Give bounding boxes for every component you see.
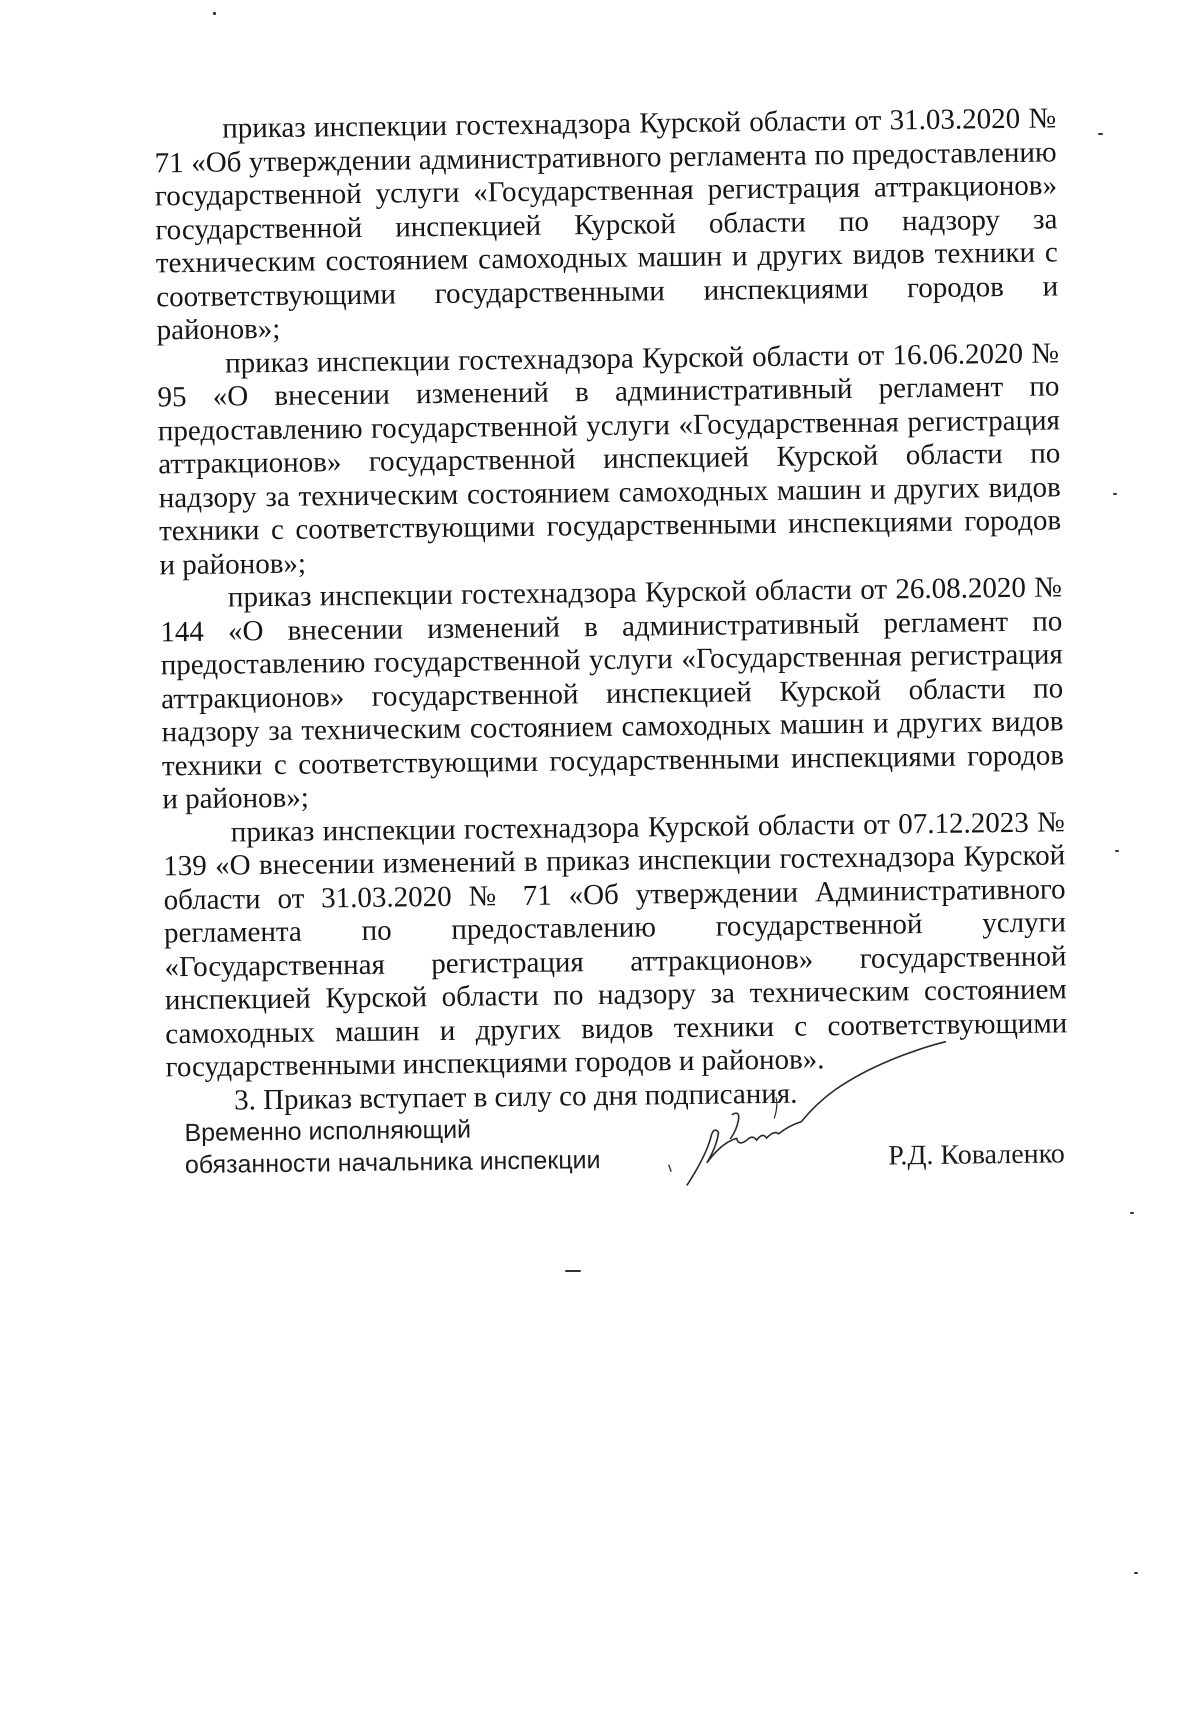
scan-speck xyxy=(1130,1212,1134,1214)
paragraph-order-95: приказ инспекции гостехнадзора Курской области от 16.06.2020 № 95 «О внесении изменений в административный регламент по предоставлению государственной услуги «Государственная регистрация аттракционов» государственной инспекцией Курской области по надзору за техническим состоянием самоходных машин и других видов техники с соответствующими государственными инспекциями городов и районов»; xyxy=(157,336,1062,581)
paragraph-effective-date: 3. Приказ вступает в силу со дня подписания. xyxy=(233,1077,798,1117)
handwritten-signature xyxy=(665,1032,967,1196)
scan-speck xyxy=(1113,493,1117,495)
signatory-position-line2: обязанности начальника инспекции xyxy=(184,1146,601,1180)
signatory-position-line1: Временно исполняющий xyxy=(184,1115,472,1148)
paragraph-order-71: приказ инспекции гостехнадзора Курской области от 31.03.2020 № 71 «Об утверждении административного регламента по предоставлению государственной услуги «Государственная регистрация аттракционов» государственной инспекцией Курской области по надзору за техническим состоянием самоходных машин и других видов техники с соответствующими государственными инспекциями городов и районов»; xyxy=(154,102,1059,347)
scan-speck xyxy=(565,1270,581,1272)
document-body xyxy=(154,102,1068,1118)
scan-speck xyxy=(213,12,216,15)
scan-speck xyxy=(1134,1572,1138,1574)
scan-speck xyxy=(1115,850,1119,852)
paragraph-order-144: приказ инспекции гостехнадзора Курской области от 26.08.2020 № 144 «О внесении изменений в административный регламент по предоставлению государственной услуги «Государственная регистрация аттракционов» государственной инспекцией Курской области по надзору за техническим состоянием самоходных машин и других видов техники с соответствующими государственными инспекциями городов и районов»; xyxy=(160,571,1065,816)
signatory-name: Р.Д. Коваленко xyxy=(888,1138,1065,1172)
signatory-position xyxy=(184,1112,600,1181)
scan-speck xyxy=(1098,133,1103,135)
paragraph-order-139: приказ инспекции гостехнадзора Курской области от 07.12.2023 № 139 «О внесении изменений в приказ инспекции гостехнадзора Курской области от 31.03.2020 № 71 «Об утверждении Административного регламента по предоставлению государственной услуги «Государственная регистрация аттракционов» государственной инспекцией Курской области по надзору за техническим состоянием самоходных машин и других видов техники с соответствующими государственными инспекциями городов и районов». xyxy=(163,805,1068,1084)
